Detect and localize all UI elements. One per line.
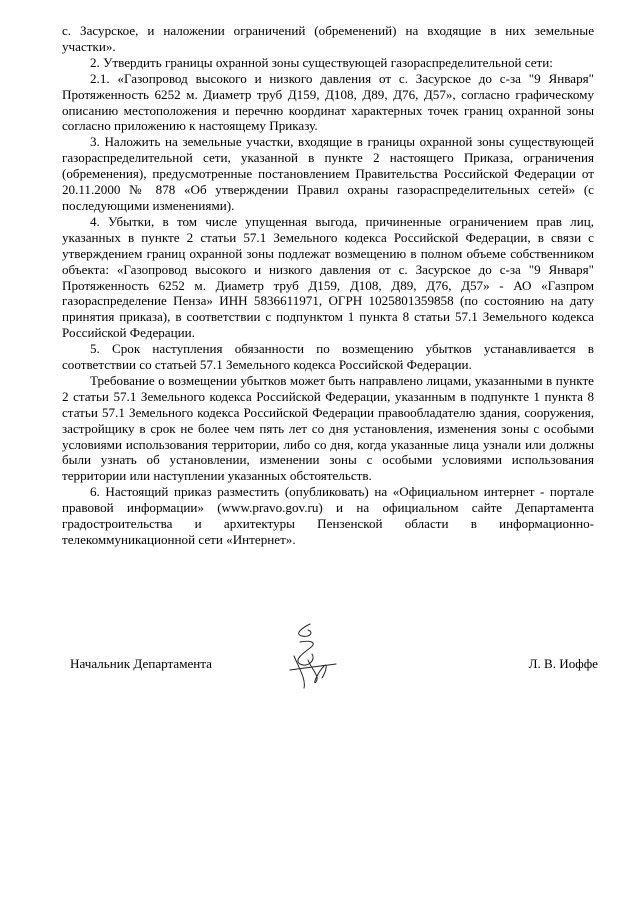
- paragraph-continuation: с. Засурское, и наложении ограничений (обременений) на входящие в них земельные участки».: [62, 23, 594, 54]
- paragraph-item-2-1: 2.1. «Газопровод высокого и низкого давления от с. Засурское до с-за "9 Января" Протяженность 6252 м. Диаметр труб Д159, Д108, Д89, Д76, Д57», согласно графическому описанию местоположения и перечню координат характерных точек границ охранной зоны согласно приложению к настоящему Приказу.: [62, 70, 594, 134]
- signatory-title: Начальник Департамента: [70, 656, 212, 671]
- handwritten-signature: [280, 620, 340, 692]
- paragraph-item-6: 6. Настоящий приказ разместить (опубликовать) на «Официальном интернет - портале правовой информации» (www.pravo.gov.ru) и на официальном сайте Департамента градостроительства и архитектуры Пензенской области в информационно-телекоммуникационной сети «Интернет».: [62, 484, 594, 547]
- document-body: [62, 23, 594, 548]
- signatory-name: Л. В. Иоффе: [528, 656, 598, 671]
- paragraph-compensation-claim: Требование о возмещении убытков может быть направлено лицами, указанными в пункте 2 статьи 57.1 Земельного кодекса Российской Федерации, указанным в подпункте 1 пункта 8 статьи 57.1 Земельного кодекса Российской Федерации правообладателю здания, сооружения, застройщику в срок не более чем пять лет со дня установления, изменения зоны с особыми условиями использования территории, либо со дня, когда указанные лица узнали или должны были узнать об установлении, изменении зоны с особыми условиями использования территории или наступлении указанных обстоятельств.: [62, 372, 594, 484]
- paragraph-item-2: 2. Утвердить границы охранной зоны существующей газораспределительной сети:: [90, 54, 553, 70]
- signature-block: [70, 652, 598, 692]
- paragraph-item-3: 3. Наложить на земельные участки, входящие в границы охранной зоны существующей газораспределительной сети, указанной в пункте 2 настоящего Приказа, ограничения (обременения), предусмотренные постановлением Правительства Российской Федерации от 20.11.2000 № 878 «Об утверждении Правил охраны газораспределительных сетей» (с последующими изменениями).: [62, 134, 594, 213]
- paragraph-item-5: 5. Срок наступления обязанности по возмещению убытков устанавливается в соответствии со статьей 57.1 Земельного кодекса Российской Федерации.: [62, 341, 594, 373]
- paragraph-item-4: 4. Убытки, в том числе упущенная выгода, причиненные ограничением прав лиц, указанных в пункте 2 статьи 57.1 Земельного кодекса Российской Федерации, в связи с утверждением границ охранной зоны подлежат возмещению в полном объеме собственником объекта: «Газопровод высокого и низкого давления от с. Засурское до с-за "9 Января" Протяженность 6252 м. Диаметр труб Д159, Д108, Д89, Д76, Д57» - АО «Газпром газораспределение Пенза» ИНН 5836611971, ОГРН 1025801359858 (по состоянию на дату принятия приказа), в соответствии с подпунктом 1 пункта 8 статьи 57.1 Земельного кодекса Российской Федерации.: [62, 213, 594, 341]
